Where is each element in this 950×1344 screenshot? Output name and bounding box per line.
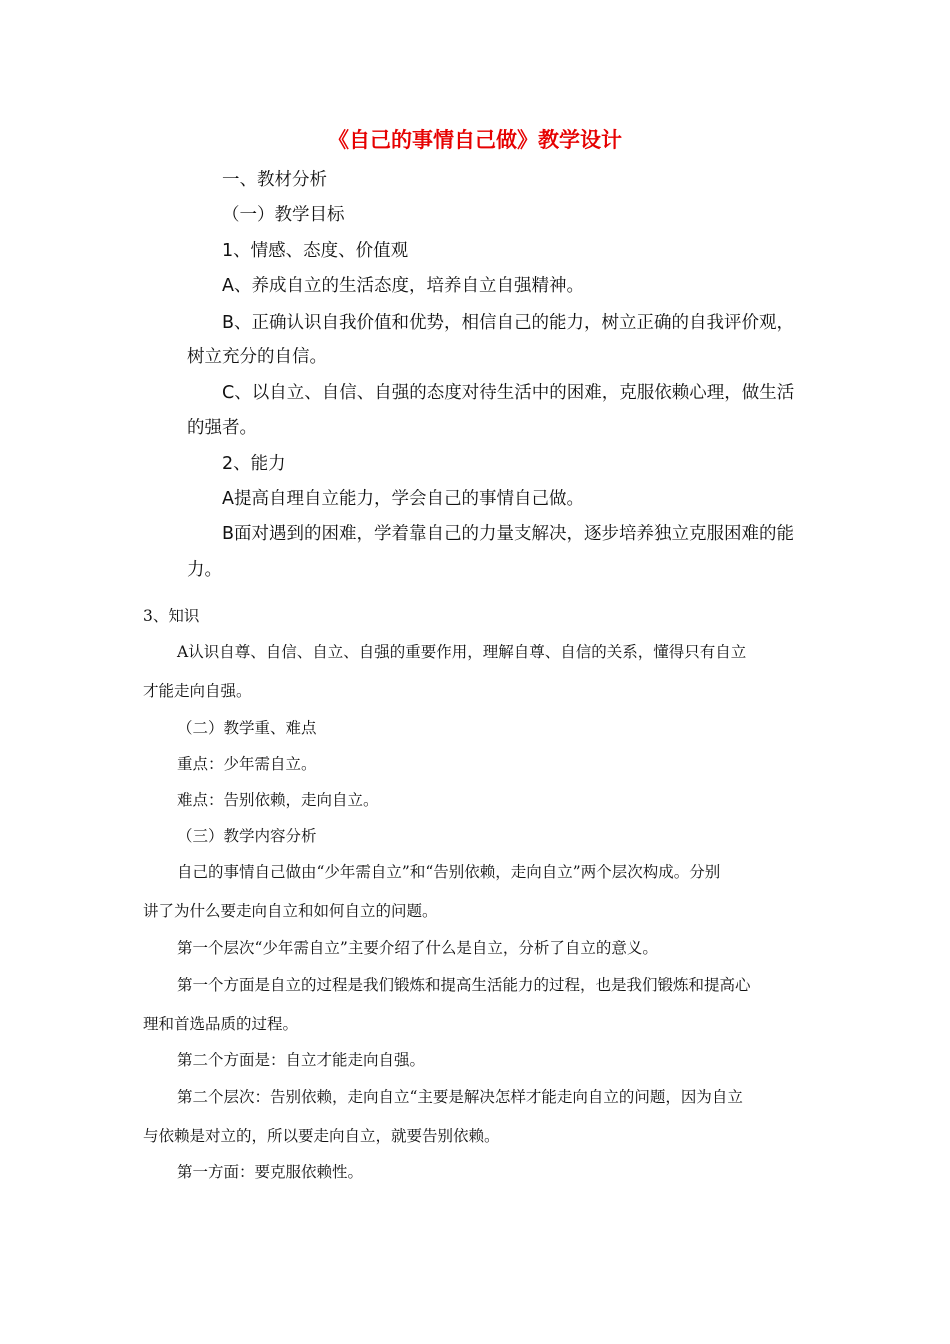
item-heading: 2、能力 — [222, 454, 286, 474]
paragraph-line: C、以自立、自信、自强的态度对待生活中的困难，克服依赖心理，做生活 — [222, 383, 795, 403]
paragraph-line: 第二个层次：告别依赖，走向自立“主要是解决怎样才能走向自立的问题，因为自立 — [177, 1088, 743, 1106]
paragraph-line: 讲了为什么要走向自立和如何自立的问题。 — [143, 902, 438, 920]
paragraph-line: A提高自理自立能力，学会自己的事情自己做。 — [222, 489, 584, 509]
paragraph-line: 理和首选品质的过程。 — [143, 1015, 299, 1033]
subsection-heading: （三）教学内容分析 — [177, 827, 317, 845]
paragraph-line: 重点：少年需自立。 — [177, 755, 317, 773]
paragraph-line: 与依赖是对立的，所以要走向自立，就要告别依赖。 — [143, 1127, 500, 1145]
subsection-heading: （二）教学重、难点 — [177, 719, 317, 737]
paragraph-line: 第一个方面是自立的过程是我们锻炼和提高生活能力的过程，也是我们锻炼和提高心 — [177, 976, 751, 994]
paragraph-line: 树立充分的自信。 — [187, 347, 327, 367]
paragraph-line: 第一个层次“少年需自立”主要介绍了什么是自立，分析了自立的意义。 — [177, 939, 658, 957]
paragraph-line: 难点：告别依赖，走向自立。 — [177, 791, 379, 809]
paragraph-line: 的强者。 — [187, 418, 257, 438]
paragraph-line: B、正确认识自我价值和优势，相信自己的能力，树立正确的自我评价观， — [222, 313, 795, 333]
subsection-heading: （一）教学目标 — [222, 205, 345, 225]
paragraph-line: 才能走向自强。 — [143, 682, 252, 700]
item-heading: 1、情感、态度、价值观 — [222, 241, 409, 261]
paragraph-line: 力。 — [187, 560, 222, 580]
item-heading: 3、知识 — [143, 607, 200, 625]
document-title: 《自己的事情自己做》教学设计 — [328, 128, 622, 152]
paragraph-line: 第一方面：要克服依赖性。 — [177, 1163, 364, 1181]
paragraph-line: 第二个方面是：自立才能走向自强。 — [177, 1051, 426, 1069]
paragraph-line: A认识自尊、自信、自立、自强的重要作用，理解自尊、自信的关系，懂得只有自立 — [177, 643, 747, 661]
paragraph-line: A、养成自立的生活态度，培养自立自强精神。 — [222, 276, 584, 296]
paragraph-line: B面对遇到的困难，学着靠自己的力量支解决，逐步培养独立克服困难的能 — [222, 524, 795, 544]
paragraph-line: 自己的事情自己做由“少年需自立”和“告别依赖，走向自立”两个层次构成。分别 — [177, 863, 721, 881]
section-heading: 一、教材分析 — [222, 170, 327, 190]
